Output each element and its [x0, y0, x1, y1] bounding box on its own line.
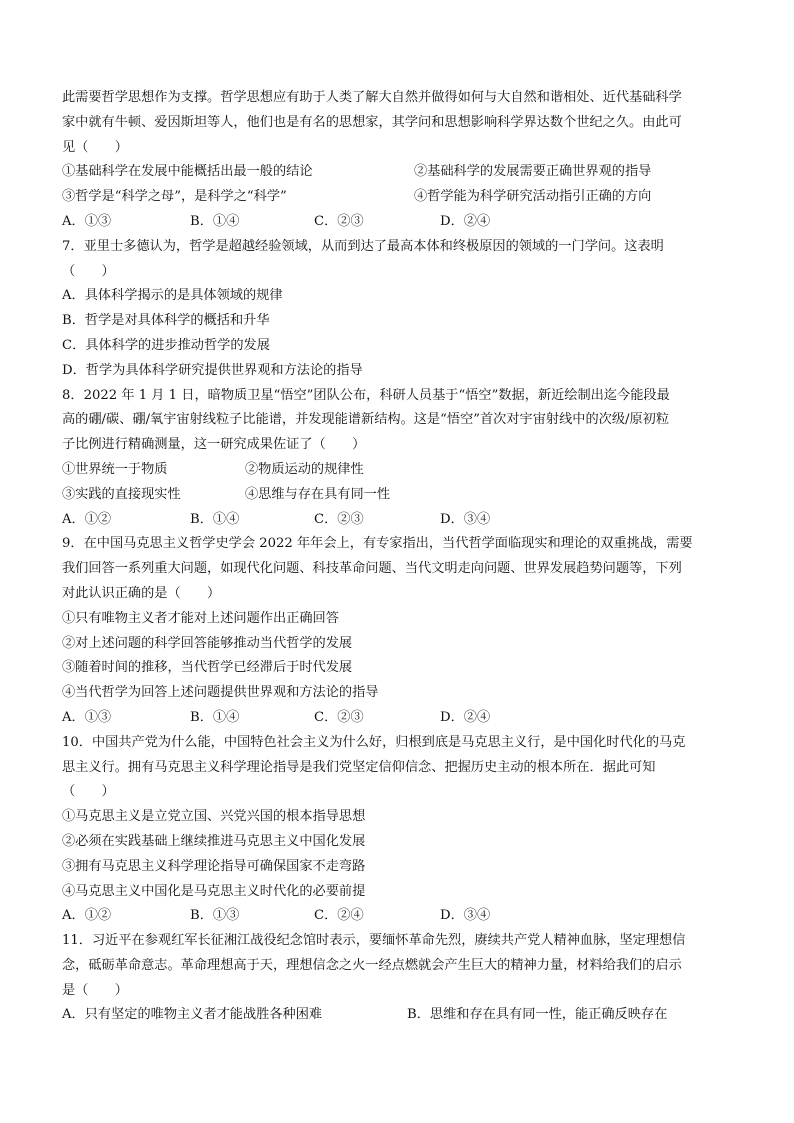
statement-row: [62, 160, 734, 185]
question-7: [62, 235, 734, 384]
exam-page: [62, 86, 734, 1028]
question-stem-line: （ ）: [62, 784, 115, 800]
statement-1: ①世界统一于物质: [62, 461, 168, 477]
question-stem-line: 是（ ）: [62, 982, 128, 998]
choice-a[interactable]: A．只有坚定的唯物主义者才能战胜各种困难: [62, 1007, 323, 1023]
question-stem-line: 此需要哲学思想作为支撑。哲学思想应有助于人类了解大自然并做得如何与大自然和谐相处、近代基础科学: [62, 90, 682, 105]
choice-b[interactable]: B．哲学是对具体科学的概括和升华: [62, 313, 270, 329]
choice-row: [62, 1003, 734, 1028]
answer-options: [62, 508, 734, 533]
option-c[interactable]: C．②③: [314, 213, 364, 229]
choice-c[interactable]: C．具体科学的进步推动哲学的发展: [62, 337, 270, 353]
answer-options: [62, 706, 734, 731]
statement-3: ③拥有马克思主义科学理论指导可确保国家不走弯路: [62, 858, 366, 874]
statement-4: ④当代哲学为回答上述问题提供世界观和方法论的指导: [62, 685, 379, 701]
question-stem-line: 我们回答一系列重大问题，如现代化问题、科技革命问题、当代文明走向问题、世界发展趋势问题等，下列: [62, 561, 682, 577]
answer-options: [62, 210, 734, 235]
choice-b[interactable]: B．思维和存在具有同一性，能正确反映存在: [407, 1007, 668, 1023]
question-stem-line: 9．在中国马克思主义哲学史学会 2022 年年会上，有专家指出，当代哲学面临现实和理论的双重挑战，需要: [62, 536, 693, 552]
option-b[interactable]: B．①③: [190, 908, 240, 924]
question-stem-line: 思主义行。拥有马克思主义科学理论指导是我们党坚定信仰信念、把握历史主动的根本所在．据此可知: [62, 759, 656, 775]
question-stem-line: 念，砥砺革命意志。革命理想高于天，理想信念之火一经点燃就会产生巨大的精神力量，材料给我们的启示: [62, 957, 682, 973]
question-stem-line: 对此认识正确的是（ ）: [62, 585, 221, 601]
statement-4: ④马克思主义中国化是马克思主义时代化的必要前提: [62, 883, 366, 899]
question-stem-line: 子比例进行精确测量，这一研究成果佐证了（ ）: [62, 437, 366, 453]
question-stem-line: 见（ ）: [62, 139, 128, 155]
statement-row: [62, 458, 734, 483]
option-d[interactable]: D．③④: [440, 511, 491, 527]
statement-3: ③哲学是“科学之母”，是科学之“科学”: [62, 189, 287, 205]
statement-1: ①马克思主义是立党立国、兴党兴国的根本指导思想: [62, 809, 366, 825]
statement-row: [62, 483, 734, 508]
question-stem-line: 家中就有牛顿、爱因斯坦等人，他们也是有名的思想家，其学问和思想影响科学界达数个世纪之久。由此可: [62, 114, 682, 130]
statement-4: ④思维与存在具有同一性: [245, 486, 391, 502]
statement-3: ③实践的直接现实性: [62, 486, 181, 502]
option-a[interactable]: A．①③: [62, 213, 112, 229]
question-10: [62, 731, 734, 929]
statement-4: ④哲学能为科学研究活动指引正确的方向: [414, 189, 652, 205]
option-d[interactable]: D．③④: [440, 908, 491, 924]
question-stem-line: 10．中国共产党为什么能，中国特色社会主义为什么好，归根到底是马克思主义行，是中国化时代化的马克: [62, 734, 686, 750]
option-c[interactable]: C．②③: [314, 709, 364, 725]
option-d[interactable]: D．②④: [440, 709, 491, 725]
statement-2: ②必须在实践基础上继续推进马克思主义中国化发展: [62, 833, 366, 849]
question-11: [62, 929, 734, 1028]
statement-3: ③随着时间的推移，当代哲学已经滞后于时代发展: [62, 660, 353, 676]
question-stem-line: 8．2022 年 1 月 1 日，暗物质卫星“悟空”团队公布，科研人员基于“悟空”数据，新近绘制出迄今能段最: [62, 387, 670, 403]
option-a[interactable]: A．①②: [62, 908, 112, 924]
choice-d[interactable]: D．哲学为具体科学研究提供世界观和方法论的指导: [62, 362, 363, 378]
statement-2: ②物质运动的规律性: [245, 461, 364, 477]
question-6-continuation: [62, 86, 734, 235]
option-c[interactable]: C．②④: [314, 908, 364, 924]
option-b[interactable]: B．①④: [190, 511, 240, 527]
question-9: [62, 532, 734, 730]
question-stem-line: （ ）: [62, 263, 115, 279]
option-c[interactable]: C．②③: [314, 511, 364, 527]
option-b[interactable]: B．①④: [190, 213, 240, 229]
statement-row: [62, 185, 734, 210]
question-stem-line: 高的硼/碳、硼/氧宇宙射线粒子比能谱，并发现能谱新结构。这是“悟空”首次对宇宙射线中的次级/原初粒: [62, 412, 670, 428]
answer-options: [62, 904, 734, 929]
option-b[interactable]: B．①④: [190, 709, 240, 725]
question-stem-line: 11．习近平在参观红军长征湘江战役纪念馆时表示，要缅怀革命先烈，赓续共产党人精神血脉，坚定理想信: [62, 933, 686, 949]
question-8: [62, 384, 734, 533]
question-stem-line: 7．亚里士多德认为，哲学是超越经验领域，从而到达了最高本体和终极原因的领域的一门学问。这表明: [62, 238, 664, 254]
statement-2: ②基础科学的发展需要正确世界观的指导: [414, 164, 652, 180]
statement-2: ②对上述问题的科学回答能够推动当代哲学的发展: [62, 635, 353, 651]
option-a[interactable]: A．①②: [62, 511, 112, 527]
choice-a[interactable]: A．具体科学揭示的是具体领域的规律: [62, 288, 283, 304]
statement-1: ①基础科学在发展中能概括出最一般的结论: [62, 164, 313, 180]
option-d[interactable]: D．②④: [440, 213, 491, 229]
statement-1: ①只有唯物主义者才能对上述问题作出正确回答: [62, 610, 339, 626]
option-a[interactable]: A．①③: [62, 709, 112, 725]
